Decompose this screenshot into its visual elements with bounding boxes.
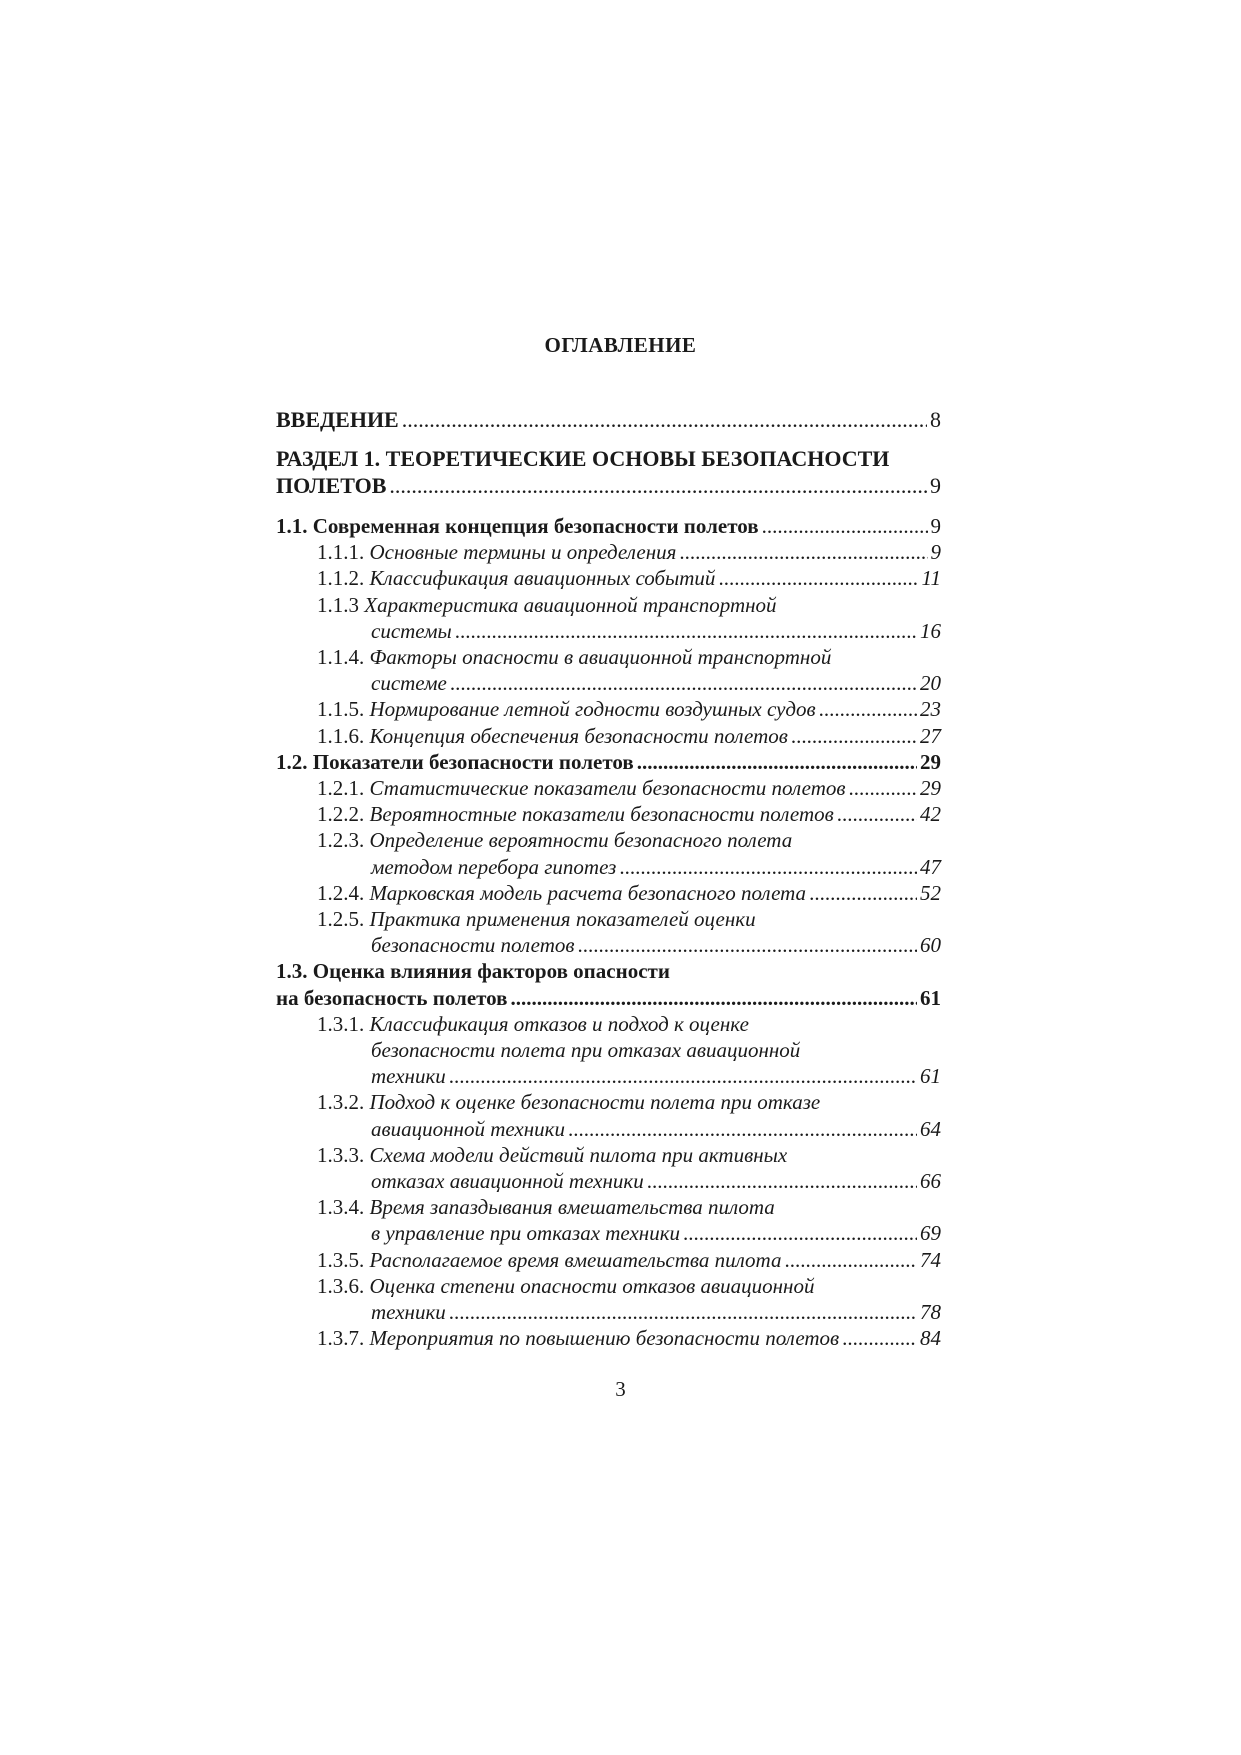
- toc-entry-label: Оценка степени опасности отказов авиационной: [369, 1273, 815, 1298]
- toc-page-number: 9: [930, 514, 941, 538]
- toc-page-number: 74: [920, 1247, 941, 1272]
- toc-entry-1-1-4[interactable]: [276, 644, 941, 696]
- dot-leader: [683, 1220, 917, 1246]
- dot-leader: [784, 1247, 917, 1273]
- toc-page-number: 16: [920, 618, 941, 643]
- dot-leader: [449, 1063, 917, 1089]
- toc-page-number: 47: [920, 854, 941, 879]
- toc-entry-label: Характеристика авиационной транспортной: [364, 592, 777, 617]
- toc-entry-section-1-1[interactable]: [276, 513, 941, 539]
- toc-entry-label: Концепция обеспечения безопасности полетов: [369, 723, 788, 748]
- toc-page-number: 9: [930, 540, 941, 565]
- toc-page-number: 42: [920, 802, 941, 827]
- toc-entry-label: Классификация авиационных событий: [369, 566, 716, 591]
- toc-entry-1-3-2[interactable]: [276, 1089, 941, 1141]
- toc-entry-number: 1.1.3: [317, 592, 359, 617]
- dot-leader: [619, 854, 917, 880]
- dot-leader: [637, 749, 917, 775]
- toc-entry-1-3-3[interactable]: [276, 1142, 941, 1194]
- toc-page-number: 8: [930, 407, 941, 432]
- toc-entry-number: 1.3.2.: [317, 1090, 365, 1115]
- toc-entry-label: Нормирование летной годности воздушных судов: [369, 697, 816, 722]
- toc-entry-number: 1.3.3.: [317, 1142, 365, 1167]
- page-number: 3: [615, 1377, 626, 1401]
- toc-entry-number: 1.1.6.: [317, 723, 365, 748]
- dot-leader: [718, 565, 918, 591]
- toc-entry-number: 1.2.2.: [317, 802, 365, 827]
- toc-entry-label: Основные термины и определения: [369, 540, 677, 565]
- toc-page-number: 84: [920, 1326, 941, 1351]
- toc-entry-label-cont: отказах авиационной техники: [371, 1169, 644, 1194]
- toc-entry-number: 1.1.5.: [317, 697, 365, 722]
- toc-entry-label: Время запаздывания вмешательства пилота: [369, 1195, 775, 1220]
- toc-entry-number: 1.1.1.: [317, 540, 365, 565]
- dot-leader: [568, 1116, 917, 1142]
- toc-page-number: 11: [921, 566, 941, 591]
- toc-entry-label: Факторы опасности в авиационной транспортной: [369, 645, 832, 670]
- toc-entry-1-1-3[interactable]: [276, 592, 941, 644]
- toc-entry-label: Схема модели действий пилота при активных: [369, 1142, 788, 1167]
- toc-entry-1-1-5[interactable]: [276, 696, 941, 722]
- toc-entry-1-1-2[interactable]: [276, 565, 941, 591]
- toc-entry-number: 1.3.1.: [317, 1011, 365, 1036]
- dot-leader: [819, 696, 917, 722]
- toc-page-number: 60: [920, 933, 941, 958]
- dot-leader: [402, 406, 927, 433]
- toc-entry-label: Марковская модель расчета безопасного полета: [369, 880, 807, 905]
- toc-entry-label-cont: безопасности полетов: [371, 933, 575, 958]
- toc-entry-label: 1.2. Показатели безопасности полетов: [276, 749, 634, 774]
- dot-leader: [449, 1299, 917, 1325]
- dot-leader: [450, 670, 917, 696]
- dot-leader: [809, 880, 917, 906]
- toc-entry-number: 1.3.7.: [317, 1326, 365, 1351]
- dot-leader: [762, 513, 928, 539]
- toc-entry-1-3-1[interactable]: [276, 1011, 941, 1090]
- toc-entry-label: ВВЕДЕНИЕ: [276, 407, 399, 432]
- toc-entry-1-2-3[interactable]: [276, 827, 941, 879]
- dot-leader: [647, 1168, 917, 1194]
- toc-entry-1-3-6[interactable]: [276, 1273, 941, 1325]
- toc-entry-number: 1.1.4.: [317, 645, 365, 670]
- toc-page-number: 9: [930, 473, 941, 498]
- toc-entry-1-3-5[interactable]: [276, 1247, 941, 1273]
- toc-entry-1-2-1[interactable]: [276, 775, 941, 801]
- toc-entry-section-1-2[interactable]: [276, 749, 941, 775]
- toc-entry-label: 1.3. Оценка влияния факторов опасности: [276, 959, 670, 984]
- dot-leader: [577, 932, 917, 958]
- toc-entry-label-cont: в управление при отказах техники: [371, 1221, 681, 1246]
- dot-leader: [837, 801, 917, 827]
- toc-entry-number: 1.2.1.: [317, 776, 365, 801]
- dot-leader: [389, 472, 927, 499]
- toc-entry-section-1-3[interactable]: [276, 958, 941, 1010]
- toc-entry-label: Мероприятия по повышению безопасности полетов: [369, 1326, 840, 1351]
- toc-entry-label: Располагаемое время вмешательства пилота: [369, 1247, 782, 1272]
- toc-entry-label: Подход к оценке безопасности полета при отказе: [369, 1090, 821, 1115]
- toc-entry-number: 1.3.6.: [317, 1273, 365, 1298]
- toc-entry-intro[interactable]: [276, 406, 941, 433]
- toc-page-number: 78: [920, 1300, 941, 1325]
- toc-entry-label-cont: системе: [371, 671, 447, 696]
- toc-page-number: 66: [920, 1169, 941, 1194]
- toc-title: ОГЛАВЛЕНИЕ: [544, 333, 697, 357]
- toc-entry-label: Классификация отказов и подход к оценке: [369, 1011, 749, 1036]
- toc-entry-label-cont: ПОЛЕТОВ: [276, 473, 387, 498]
- toc-entry-1-3-4[interactable]: [276, 1194, 941, 1246]
- toc-page-number: 29: [920, 749, 941, 774]
- toc-page-number: 27: [920, 723, 941, 748]
- toc-entry-part-1[interactable]: [276, 445, 941, 499]
- toc-entry-label: Определение вероятности безопасного полета: [369, 828, 793, 853]
- toc-page-number: 23: [920, 697, 941, 722]
- dot-leader: [842, 1325, 917, 1351]
- toc-entry-label-cont: безопасности полета при отказах авиационной: [371, 1038, 801, 1063]
- toc-entry-label: РАЗДЕЛ 1. ТЕОРЕТИЧЕСКИЕ ОСНОВЫ БЕЗОПАСНОСТИ: [276, 446, 890, 471]
- toc-page-number: 61: [920, 985, 941, 1010]
- toc-page-number: 29: [920, 776, 941, 801]
- toc-entry-number: 1.1.2.: [317, 566, 365, 591]
- toc-entry-1-3-7[interactable]: [276, 1325, 941, 1351]
- toc-entry-1-1-6[interactable]: [276, 723, 941, 749]
- toc-page-number: 69: [920, 1221, 941, 1246]
- dot-leader: [511, 985, 917, 1011]
- toc-entry-label-cont: авиационной техники: [371, 1116, 565, 1141]
- dot-leader: [455, 618, 917, 644]
- toc-entry-label-cont: техники: [371, 1300, 446, 1325]
- dot-leader: [849, 775, 918, 801]
- toc-page-number: 20: [920, 671, 941, 696]
- toc-entry-label-cont: системы: [371, 618, 452, 643]
- toc-page-number: 61: [920, 1064, 941, 1089]
- toc-entry-1-2-2[interactable]: [276, 801, 941, 827]
- toc-page-number: 52: [920, 880, 941, 905]
- toc-entry-label: Статистические показатели безопасности полетов: [369, 776, 846, 801]
- toc-entry-number: 1.2.4.: [317, 880, 365, 905]
- toc-entry-number: 1.2.5.: [317, 907, 365, 932]
- table-of-contents: [276, 406, 941, 1352]
- toc-entry-label-cont: методом перебора гипотез: [371, 854, 617, 879]
- dot-leader: [679, 539, 927, 565]
- toc-entry-number: 1.3.5.: [317, 1247, 365, 1272]
- toc-entry-label: Вероятностные показатели безопасности полетов: [369, 802, 834, 827]
- dot-leader: [791, 723, 917, 749]
- toc-entry-label: 1.1. Современная концепция безопасности полетов: [276, 514, 759, 538]
- toc-entry-label: Практика применения показателей оценки: [369, 907, 756, 932]
- toc-entry-1-1-1[interactable]: [276, 539, 941, 565]
- toc-entry-1-2-5[interactable]: [276, 906, 941, 958]
- toc-entry-1-2-4[interactable]: [276, 880, 941, 906]
- toc-page-number: 64: [920, 1116, 941, 1141]
- toc-entry-number: 1.2.3.: [317, 828, 365, 853]
- toc-entry-number: 1.3.4.: [317, 1195, 365, 1220]
- toc-entry-label-cont: техники: [371, 1064, 446, 1089]
- toc-entry-label-cont: на безопасность полетов: [276, 985, 508, 1010]
